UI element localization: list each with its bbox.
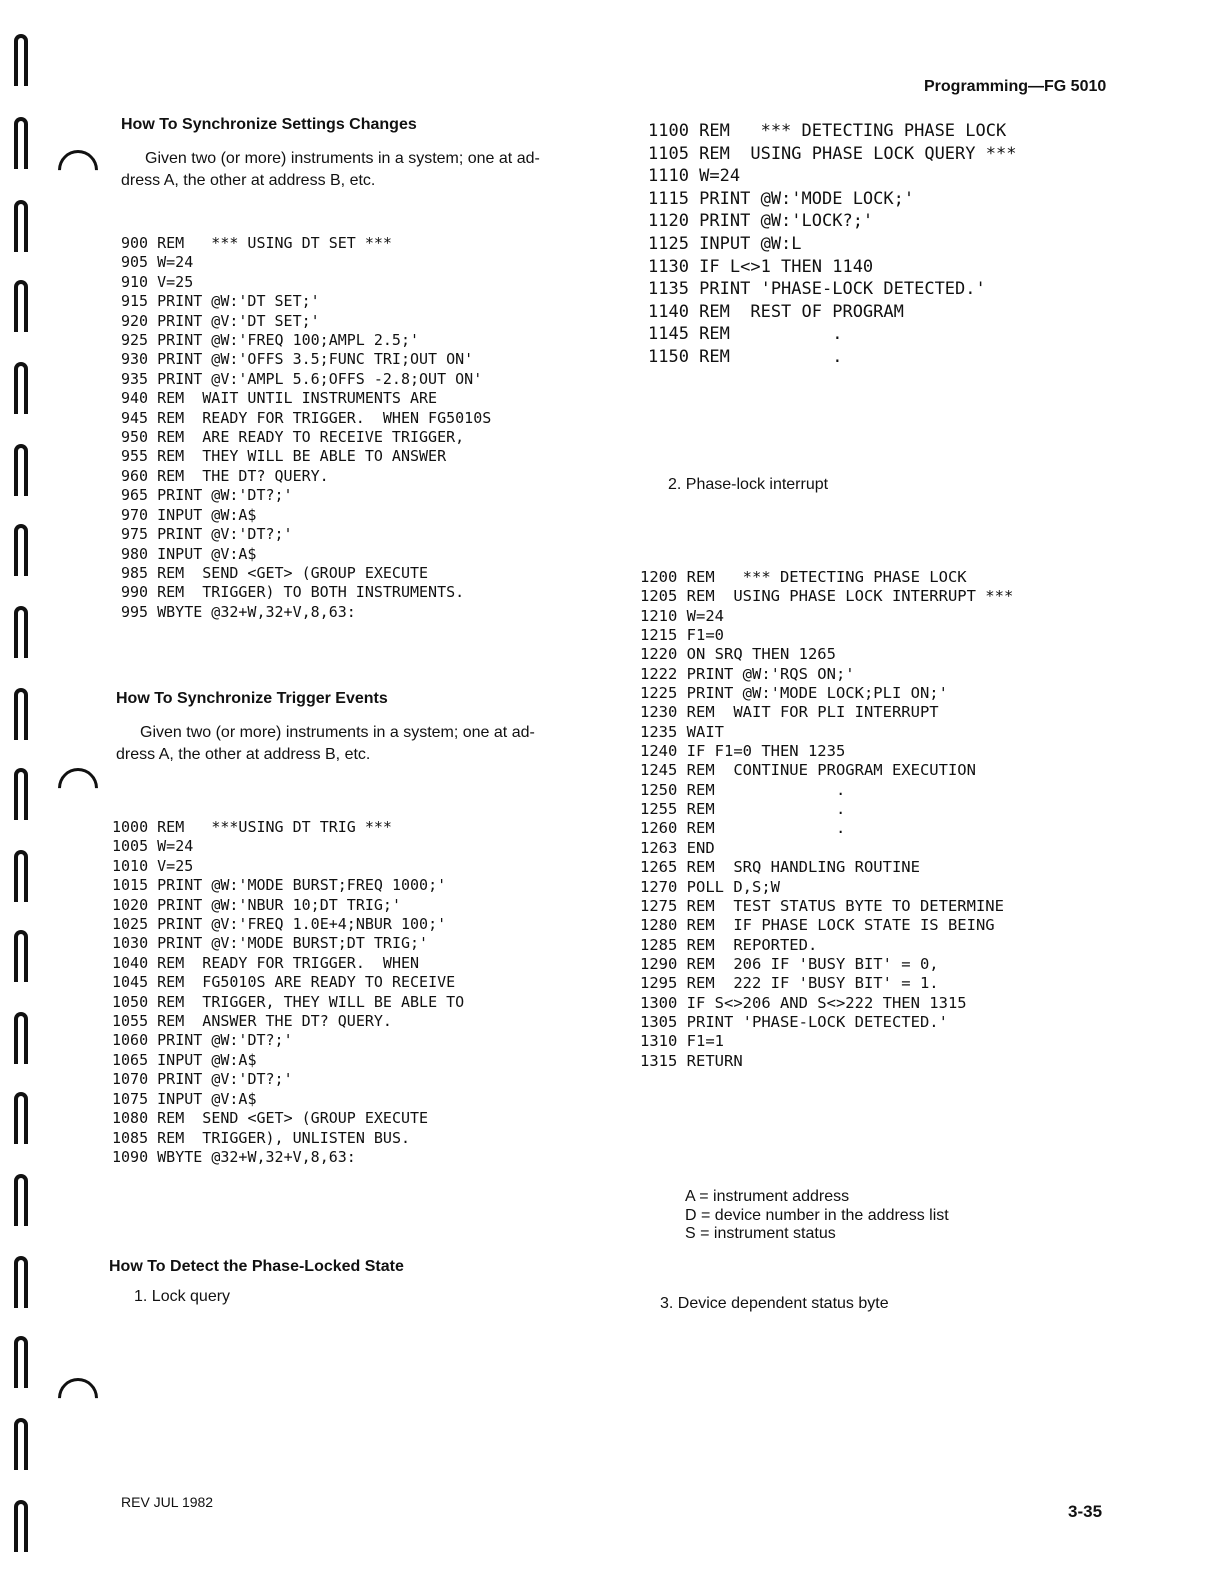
binder-ring xyxy=(14,1012,36,1064)
code-line: 1225 PRINT @W:'MODE LOCK;PLI ON;' xyxy=(640,684,948,703)
code-line: 1222 PRINT @W:'RQS ON;' xyxy=(640,664,855,683)
code-line: 1210 W=24 xyxy=(640,606,724,625)
settings-intro-line: dress A, the other at address B, etc. xyxy=(121,172,376,189)
code-line: 1005 W=24 xyxy=(112,837,194,856)
code-line: 1120 PRINT @W:'LOCK?;' xyxy=(648,211,874,232)
binder-ring xyxy=(14,117,36,169)
code-line: 1285 REM REPORTED. xyxy=(640,935,818,954)
code-line: 1300 IF S<>206 AND S<>222 THEN 1315 xyxy=(640,993,967,1012)
code-line: 1215 F1=0 xyxy=(640,626,724,645)
code-line: 1090 WBYTE @32+W,32+V,8,63: xyxy=(112,1147,356,1166)
code-line: 1085 REM TRIGGER), UNLISTEN BUS. xyxy=(112,1128,411,1147)
binder-ring xyxy=(14,362,36,414)
code-line: 980 INPUT @V:A$ xyxy=(121,544,257,563)
code-line: 1075 INPUT @V:A$ xyxy=(112,1089,257,1108)
code-listing-interrupt xyxy=(640,568,1013,1071)
code-line: 1025 PRINT @V:'FREQ 1.0E+4;NBUR 100;' xyxy=(112,915,447,934)
code-line: 1060 PRINT @W:'DT?;' xyxy=(112,1031,293,1050)
code-line: 965 PRINT @W:'DT?;' xyxy=(121,486,293,505)
code-line: 1265 REM SRQ HANDLING ROUTINE xyxy=(640,858,920,877)
code-line: 1263 END xyxy=(640,838,715,857)
code-line: 990 REM TRIGGER) TO BOTH INSTRUMENTS. xyxy=(121,583,465,602)
binder-ring xyxy=(14,850,36,902)
code-line: 950 REM ARE READY TO RECEIVE TRIGGER, xyxy=(121,428,465,447)
code-line: 1260 REM . xyxy=(640,819,846,838)
section-title-settings: How To Synchronize Settings Changes xyxy=(121,116,417,133)
binder-ring xyxy=(14,768,36,820)
punch-hole xyxy=(50,760,107,817)
legend-item: A = instrument address xyxy=(685,1188,850,1205)
binder-ring xyxy=(14,1256,36,1308)
code-line: 945 REM READY FOR TRIGGER. WHEN FG5010S xyxy=(121,408,492,427)
binder-ring xyxy=(14,688,36,740)
code-line: 1295 REM 222 IF 'BUSY BIT' = 1. xyxy=(640,974,939,993)
code-line: 935 PRINT @V:'AMPL 5.6;OFFS -2.8;OUT ON' xyxy=(121,369,483,388)
code-line: 1040 REM READY FOR TRIGGER. WHEN xyxy=(112,953,420,972)
code-line: 930 PRINT @W:'OFFS 3.5;FUNC TRI;OUT ON' xyxy=(121,350,474,369)
code-line: 995 WBYTE @32+W,32+V,8,63: xyxy=(121,602,356,621)
code-line: 1135 PRINT 'PHASE-LOCK DETECTED.' xyxy=(648,279,986,300)
binder-ring xyxy=(14,606,36,658)
code-line: 1310 F1=1 xyxy=(640,1032,724,1051)
code-line: 975 PRINT @V:'DT?;' xyxy=(121,525,293,544)
variable-legend xyxy=(685,1188,949,1244)
trigger-intro-line: Given two (or more) instruments in a system; one at ad- xyxy=(140,724,535,741)
code-line: 955 REM THEY WILL BE ABLE TO ANSWER xyxy=(121,447,447,466)
code-line: 1315 RETURN xyxy=(640,1051,743,1070)
code-line: 1255 REM . xyxy=(640,800,846,819)
code-line: 1100 REM *** DETECTING PHASE LOCK xyxy=(648,121,1007,141)
code-line: 1105 REM USING PHASE LOCK QUERY *** xyxy=(648,143,1017,164)
trigger-intro xyxy=(116,722,535,766)
code-line: 920 PRINT @V:'DT SET;' xyxy=(121,311,320,330)
binder-ring xyxy=(14,524,36,576)
code-line: 1015 PRINT @W:'MODE BURST;FREQ 1000;' xyxy=(112,876,447,895)
binder-ring xyxy=(14,1092,36,1144)
code-line: 1205 REM USING PHASE LOCK INTERRUPT *** xyxy=(640,587,1014,606)
code-line: 910 V=25 xyxy=(121,272,194,291)
item-phase-lock-interrupt: 2. Phase-lock interrupt xyxy=(668,476,829,493)
code-line: 1280 REM IF PHASE LOCK STATE IS BEING xyxy=(640,916,995,935)
page-header: Programming—FG 5010 xyxy=(924,78,1107,95)
code-line: 1275 REM TEST STATUS BYTE TO DETERMINE xyxy=(640,896,1004,915)
code-line: 1130 IF L<>1 THEN 1140 xyxy=(648,256,874,277)
code-line: 1115 PRINT @W:'MODE LOCK;' xyxy=(648,188,915,209)
code-line: 1080 REM SEND <GET> (GROUP EXECUTE xyxy=(112,1109,429,1128)
code-line: 1065 INPUT @W:A$ xyxy=(112,1050,257,1069)
binder-ring xyxy=(14,280,36,332)
code-line: 1010 V=25 xyxy=(112,856,194,875)
legend-item: S = instrument status xyxy=(685,1225,836,1242)
code-line: 1245 REM CONTINUE PROGRAM EXECUTION xyxy=(640,761,976,780)
code-listing-lock-query xyxy=(648,120,1016,369)
code-line: 1125 INPUT @W:L xyxy=(648,233,802,254)
code-line: 1000 REM ***USING DT TRIG *** xyxy=(112,818,392,836)
binder-ring xyxy=(14,444,36,496)
item-lock-query: 1. Lock query xyxy=(134,1288,231,1305)
settings-intro xyxy=(121,148,540,192)
binder-ring xyxy=(14,1418,36,1470)
settings-intro-line: Given two (or more) instruments in a system; one at ad- xyxy=(145,150,540,167)
binder-ring xyxy=(14,1336,36,1388)
code-line: 985 REM SEND <GET> (GROUP EXECUTE xyxy=(121,563,429,582)
code-line: 1145 REM . xyxy=(648,324,843,345)
section-title-phase: How To Detect the Phase-Locked State xyxy=(109,1258,404,1275)
code-line: 915 PRINT @W:'DT SET;' xyxy=(121,292,320,311)
code-line: 1305 PRINT 'PHASE-LOCK DETECTED.' xyxy=(640,1012,948,1031)
code-line: 1030 PRINT @V:'MODE BURST;DT TRIG;' xyxy=(112,934,429,953)
trigger-intro-line: dress A, the other at address B, etc. xyxy=(116,746,371,763)
code-line: 1045 REM FG5010S ARE READY TO RECEIVE xyxy=(112,973,456,992)
code-line: 1050 REM TRIGGER, THEY WILL BE ABLE TO xyxy=(112,992,465,1011)
code-line: 1140 REM REST OF PROGRAM xyxy=(648,301,904,322)
code-line: 925 PRINT @W:'FREQ 100;AMPL 2.5;' xyxy=(121,331,420,350)
punch-hole xyxy=(50,142,107,199)
code-line: 970 INPUT @W:A$ xyxy=(121,505,257,524)
binder-ring xyxy=(14,1500,36,1552)
code-line: 1270 POLL D,S;W xyxy=(640,877,780,896)
code-line: 1020 PRINT @W:'NBUR 10;DT TRIG;' xyxy=(112,895,401,914)
code-line: 1110 W=24 xyxy=(648,166,741,187)
code-line: 1055 REM ANSWER THE DT? QUERY. xyxy=(112,1012,392,1031)
section-title-trigger: How To Synchronize Trigger Events xyxy=(116,690,388,707)
code-line: 1250 REM . xyxy=(640,780,846,799)
code-line: 905 W=24 xyxy=(121,253,194,272)
punch-hole xyxy=(50,1370,107,1427)
code-line: 1200 REM *** DETECTING PHASE LOCK xyxy=(640,568,967,586)
code-line: 960 REM THE DT? QUERY. xyxy=(121,466,329,485)
code-line: 1070 PRINT @V:'DT?;' xyxy=(112,1070,293,1089)
code-line: 1150 REM . xyxy=(648,346,843,367)
revision-date: REV JUL 1982 xyxy=(121,1494,214,1510)
binder-ring xyxy=(14,200,36,252)
binder-ring xyxy=(14,1174,36,1226)
code-listing-dt-set xyxy=(121,234,491,622)
code-line: 1290 REM 206 IF 'BUSY BIT' = 0, xyxy=(640,954,939,973)
code-line: 1220 ON SRQ THEN 1265 xyxy=(640,645,836,664)
binder-ring xyxy=(14,930,36,982)
page-number: 3-35 xyxy=(1068,1502,1103,1521)
code-line: 900 REM *** USING DT SET *** xyxy=(121,234,392,252)
code-line: 1240 IF F1=0 THEN 1235 xyxy=(640,742,846,761)
item-status-byte: 3. Device dependent status byte xyxy=(660,1295,889,1312)
binder-ring xyxy=(14,34,36,86)
code-listing-dt-trig xyxy=(112,818,464,1167)
code-line: 1230 REM WAIT FOR PLI INTERRUPT xyxy=(640,703,939,722)
legend-item: D = device number in the address list xyxy=(685,1206,949,1224)
code-line: 1235 WAIT xyxy=(640,722,724,741)
code-line: 940 REM WAIT UNTIL INSTRUMENTS ARE xyxy=(121,389,438,408)
